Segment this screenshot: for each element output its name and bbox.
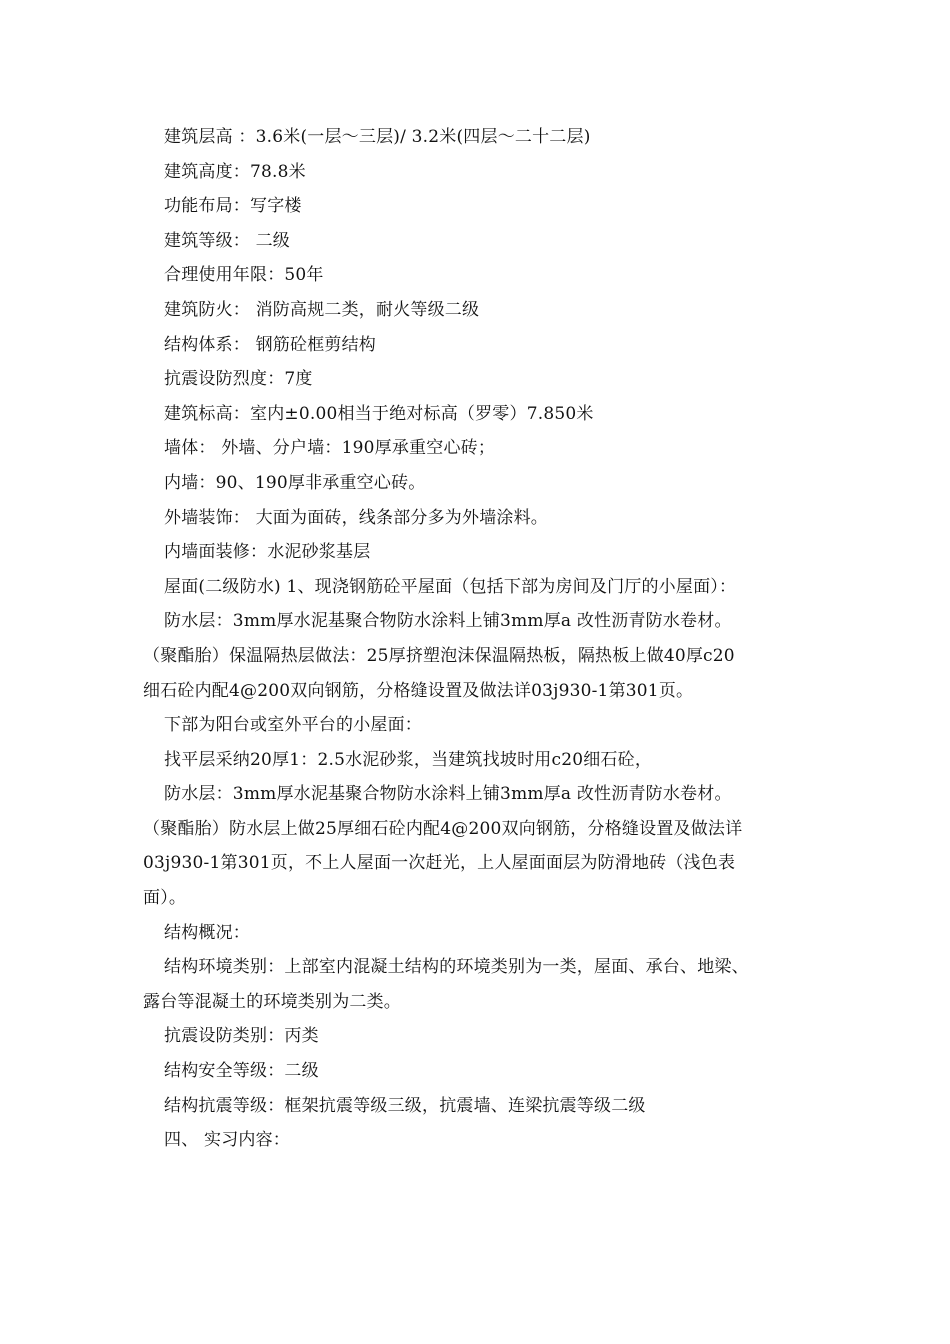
- text-line: 建筑层高 ：3.6米(一层～三层)/ 3.2米(四层～二十二层): [164, 127, 591, 147]
- text-line: （聚酯胎）防水层上做25厚细石砼内配4@200双向钢筋，分格缝设置及做法详: [143, 818, 743, 839]
- text-line: 面）。: [143, 888, 187, 909]
- text-line: 墙体： 外墙、分户墙：190厚承重空心砖；: [164, 438, 496, 459]
- text-line: 建筑标高：室内±0.00相当于绝对标高（罗零）7.850米: [164, 403, 594, 424]
- text-line: 抗震设防类别：丙类: [164, 1026, 319, 1047]
- text-line: 找平层采纳20厚1：2.5水泥砂浆，当建筑找坡时用c20细石砼，: [164, 749, 653, 770]
- text-line: 屋面(二级防水) 1、现浇钢筋砼平屋面（包括下部为房间及门厅的小屋面）：: [164, 576, 737, 597]
- text-line: 防水层：3mm厚水泥基聚合物防水涂料上铺3mm厚a 改性沥青防水卷材。: [164, 611, 732, 632]
- document-body: [143, 120, 813, 1158]
- text-line: 结构概况：: [164, 922, 250, 943]
- text-line: 结构抗震等级：框架抗震等级三级，抗震墙、连梁抗震等级二级: [164, 1095, 646, 1116]
- text-line: 防水层：3mm厚水泥基聚合物防水涂料上铺3mm厚a 改性沥青防水卷材。: [164, 784, 732, 805]
- text-line: 建筑高度：78.8米: [164, 161, 306, 182]
- text-line: 内墙面装修：水泥砂浆基层: [164, 542, 371, 563]
- text-line: 功能布局：写字楼: [164, 196, 302, 217]
- text-line: 外墙装饰： 大面为面砖，线条部分多为外墙涂料。: [164, 507, 549, 528]
- text-line: 四、 实习内容：: [164, 1130, 291, 1151]
- text-line: 结构环境类别：上部室内混凝土结构的环境类别为一类，屋面、承台、地梁、: [164, 957, 749, 978]
- text-line: 结构体系： 钢筋砼框剪结构: [164, 334, 377, 355]
- text-line: 内墙：90、190厚非承重空心砖。: [164, 472, 426, 493]
- text-line: 抗震设防烈度：7度: [164, 369, 313, 390]
- text-line: 合理使用年限：50年: [164, 265, 324, 286]
- text-line: 露台等混凝土的环境类别为二类。: [143, 991, 401, 1012]
- text-line: 细石砼内配4@200双向钢筋，分格缝设置及做法详03j930-1第301页。: [143, 680, 694, 701]
- text-line: 03j930-1第301页，不上人屋面一次赶光，上人屋面面层为防滑地砖（浅色表: [143, 853, 736, 874]
- text-line: 下部为阳台或室外平台的小屋面：: [164, 715, 422, 736]
- text-line: 建筑等级： 二级: [164, 230, 291, 251]
- text-line: 结构安全等级：二级: [164, 1061, 319, 1082]
- text-line: 建筑防火： 消防高规二类，耐火等级二级: [164, 299, 480, 320]
- text-line: （聚酯胎）保温隔热层做法：25厚挤塑泡沫保温隔热板，隔热板上做40厚c20: [143, 645, 735, 666]
